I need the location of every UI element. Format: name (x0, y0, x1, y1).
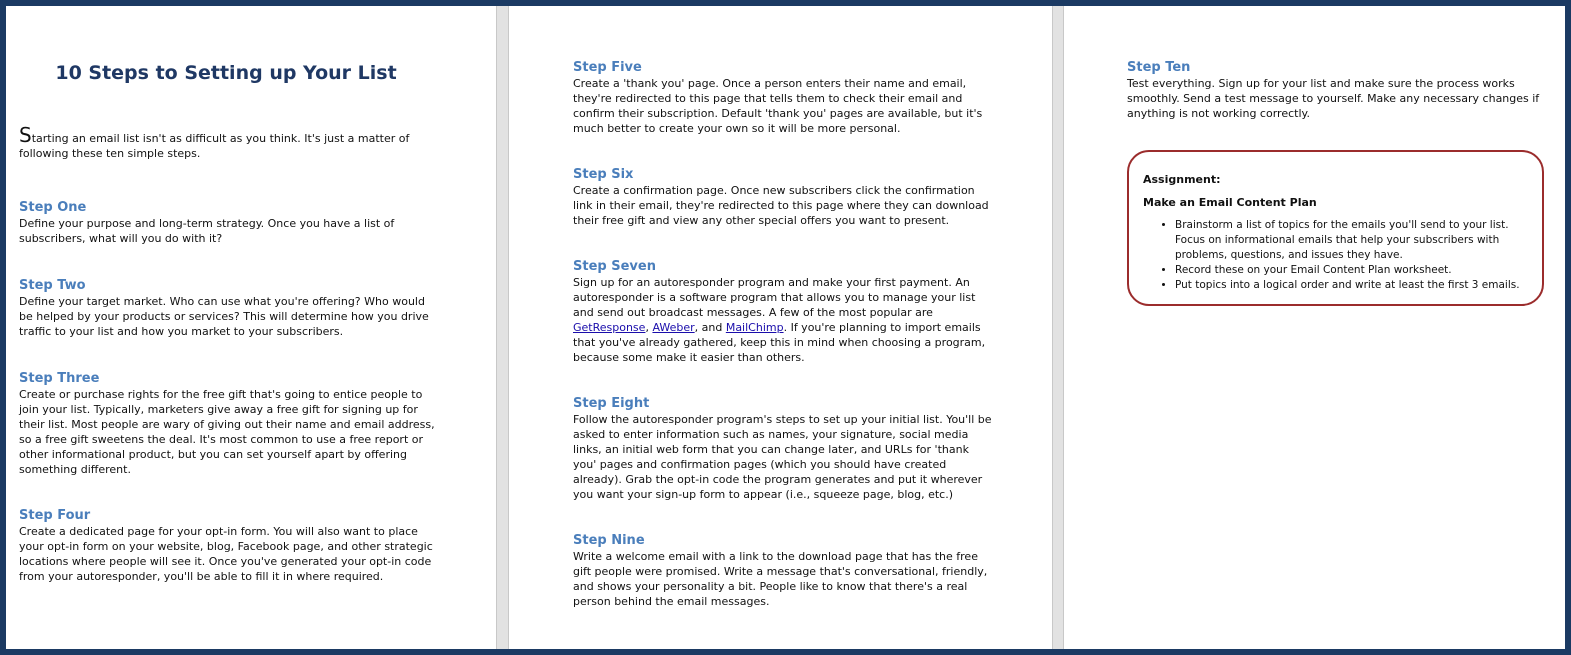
step-heading: Step Four (19, 508, 91, 523)
step-seven (573, 259, 993, 365)
page-2 (509, 6, 1052, 649)
step-heading: Step One (19, 200, 87, 215)
step-heading: Step Six (573, 167, 634, 182)
page-1 (6, 6, 496, 649)
step-body: Test everything. Sign up for your list and make sure the process works smoothly. Send a test message to yourself. Make any necessary changes if anything is not working correctly. (1127, 77, 1540, 120)
list-item: • Put topics into a logical order and write at least the first 3 emails. (1175, 278, 1528, 293)
step-heading: Step Two (19, 278, 86, 293)
step-heading: Step Seven (573, 259, 656, 274)
step-body: Create a dedicated page for your opt-in form. You will also want to place your opt-in form on your website, blog, Facebook page, and other strategic locations where people will see it. Once you've generated your opt-in code from your autoresponder, you'll be able to fill it in where required. (19, 525, 433, 583)
document-viewer (6, 6, 1565, 649)
step-heading: Step Nine (573, 533, 645, 548)
step-heading: Step Five (573, 60, 642, 75)
separator: , (645, 321, 653, 334)
mailchimp-link[interactable]: MailChimp (725, 321, 784, 334)
step-body: Create a confirmation page. Once new subscribers click the confirmation link in their email, they're redirected to this page where they can download their free gift and view any other special offers you want to present. (573, 184, 989, 227)
document-title: 10 Steps to Setting up Your List (55, 62, 397, 84)
intro-dropcap: S (19, 123, 32, 147)
step-eight (573, 396, 993, 502)
step-heading: Step Three (19, 371, 100, 386)
step-five (573, 60, 993, 136)
page-gutter (1052, 6, 1064, 649)
assignment-label: Assignment: (1143, 173, 1221, 186)
step-body: Create or purchase rights for the free gift that's going to entice people to join your list. Typically, marketers give away a free gift for signing up for their list. Most people are wary of giving out their name and email address, so a free gift sweetens the deal. It's most common to use a free report or other informational product, but you can set yourself apart by offering something different. (19, 388, 435, 476)
page-3 (1064, 6, 1565, 649)
step-ten (1127, 60, 1547, 121)
intro-text: tarting an email list isn't as difficult as you think. It's just a matter of following these ten simple steps. (19, 132, 410, 160)
step-body-text: . If you're planning to import emails that you've already gathered, keep this in mind when choosing a program, because some make it easier than others. (573, 321, 986, 364)
step-one (19, 200, 439, 246)
step-body: Define your target market. Who can use what you're offering? Who would be helped by your products or services? This will determine how you drive traffic to your list and how you market to your subscribers. (19, 295, 429, 338)
step-four (19, 508, 439, 584)
step-three (19, 371, 439, 477)
step-heading: Step Eight (573, 396, 650, 411)
step-nine (573, 533, 993, 609)
step-body: Follow the autoresponder program's steps to set up your initial list. You'll be asked to enter information such as names, your signature, social media links, an initial web form that you can change later, and URLs for 'thank you' pages and confirmation pages (which you should have created already). Grab the opt-in code the program generates and put it wherever you want your sign-up form to appear (i.e., squeeze page, blog, etc.) (573, 413, 992, 501)
step-heading: Step Ten (1127, 60, 1191, 75)
list-item: • Record these on your Email Content Plan worksheet. (1175, 263, 1528, 278)
assignment-list (1143, 218, 1528, 293)
step-body: Write a welcome email with a link to the download page that has the free gift people were promised. Write a message that's conversational, friendly, and shows your personality a bit. People like to know that there's a real person behind the email messages. (573, 550, 988, 608)
step-body-text: Sign up for an autoresponder program and make your first payment. An autoresponder is a software program that allows you to manage your list and send out broadcast messages. A few of the most popular are (573, 276, 976, 319)
step-body: Define your purpose and long-term strategy. Once you have a list of subscribers, what will you do with it? (19, 217, 395, 245)
separator: , and (694, 321, 726, 334)
getresponse-link[interactable]: GetResponse (573, 321, 646, 334)
page-gutter (496, 6, 509, 649)
step-six (573, 167, 993, 228)
assignment-box (1127, 150, 1544, 306)
step-body: Create a 'thank you' page. Once a person enters their name and email, they're redirected to this page that tells them to check their email and confirm their subscription. Default 'thank you' pages are available, but it's much better to create your own so it will be more personal. (573, 77, 983, 135)
aweber-link[interactable]: AWeber (652, 321, 695, 334)
intro-paragraph (19, 123, 439, 161)
step-two (19, 278, 439, 339)
assignment-heading: Make an Email Content Plan (1143, 196, 1317, 209)
list-item: • Brainstorm a list of topics for the emails you'll send to your list. Focus on informational emails that help your subscribers with problems, questions, and issues they have. (1175, 218, 1528, 263)
step-body (573, 275, 993, 365)
